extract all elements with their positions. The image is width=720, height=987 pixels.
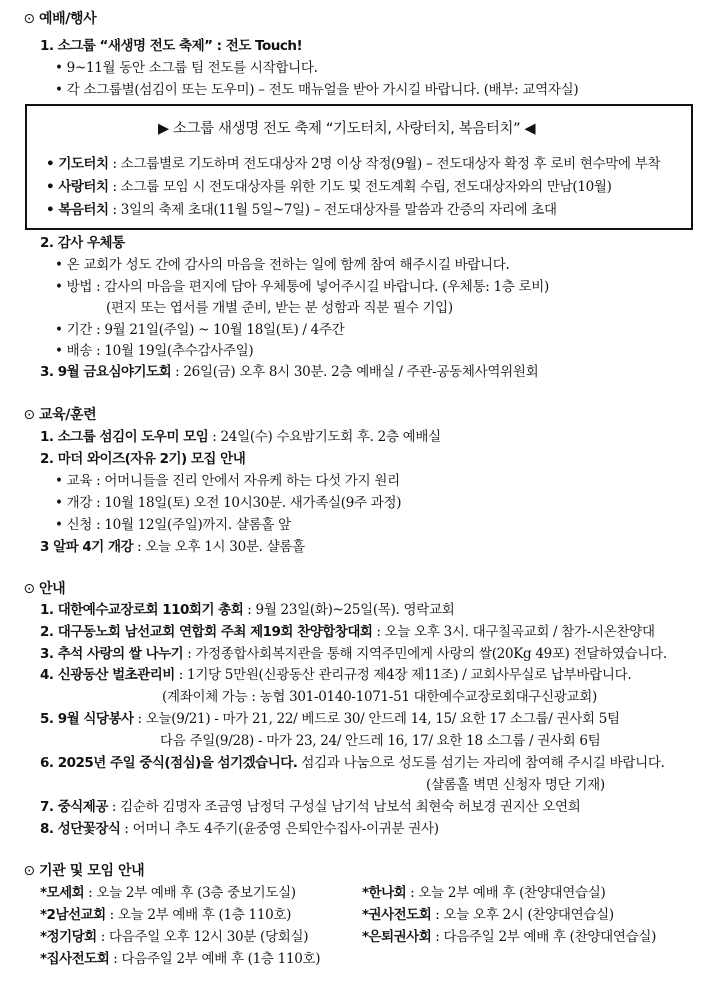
group-text: : 오늘 2부 예배 후 (찬양대연습실): [406, 885, 606, 901]
bullet-line: • 신청 : 10월 12일(주일)까지. 샬롬홀 앞: [55, 517, 291, 533]
item-text: : 24일(수) 수요밤기도회 후. 2층 예배실: [208, 429, 441, 445]
item-head: 3. 9월 금요심야기도회: [40, 364, 172, 380]
item-head: 6. 2025년 주일 중식(점심)을 섬기겠습니다.: [40, 755, 298, 771]
item-head: 3. 추석 사랑의 쌀 나누기: [40, 646, 184, 662]
festival-row-love: [46, 178, 612, 196]
item-text: : 김순하 김명자 조금영 남정덕 구성실 남기석 남보석 최현숙 허보경 권지산 오연희: [107, 799, 581, 815]
bullet-line: • 기간 : 9월 21일(주일) ~ 10월 18일(토) / 4주간: [55, 322, 345, 338]
item-rice-sharing: [40, 645, 667, 663]
group-head: *권사전도회: [362, 907, 432, 923]
row-head: • 복음터치: [46, 202, 109, 218]
group-head: *2남선교회: [40, 907, 106, 923]
item-head: 1. 대한예수교장로회 110회기 총회: [40, 602, 244, 618]
item-cemetery-fee: [40, 666, 631, 684]
group-head: *한나회: [362, 885, 407, 901]
item-general-assembly: [40, 601, 455, 619]
row-text: : 3일의 축제 초대(11월 5일~7일) – 전도대상자를 말씀과 간증의 자리에 초대: [108, 202, 557, 218]
item-evangelism-festival: 1. 소그룹 “새생명 전도 축제” : 전도 Touch!: [40, 38, 303, 54]
item-kitchen-service: [40, 710, 620, 728]
group-head: *은퇴권사회: [362, 929, 432, 945]
group-deacons: [40, 950, 320, 968]
section-title: 안내: [39, 581, 66, 597]
item-text: : 오늘 오후 3시. 대구칠곡교회 / 참가-시온찬양대: [372, 624, 655, 640]
group-retired-deaconess: [362, 928, 656, 946]
festival-row-gospel: [46, 201, 557, 219]
item-lunch-providers: [40, 798, 581, 816]
item-text: 섬김과 나눔으로 성도를 섬기는 자리에 참여해 주시길 바랍니다.: [297, 755, 665, 771]
section-title: 교육/훈련: [39, 407, 97, 423]
row-head: • 사랑터치: [46, 179, 109, 195]
group-head: *정기당회: [40, 929, 97, 945]
circle-dot-icon: ⊙: [23, 407, 35, 423]
group-text: : 오늘 오후 2시 (찬양대연습실): [431, 907, 614, 923]
item-text: : 26일(금) 오후 8시 30분. 2층 예배실 / 주관-공동체사역위원회: [171, 364, 539, 380]
bullet-line: • 교육 : 어머니들을 진리 안에서 자유케 하는 다섯 가지 원리: [55, 473, 400, 489]
bullet-line: • 배송 : 10월 19일(추수감사주일): [55, 343, 254, 359]
item-text: : 9월 23일(화)~25일(목). 영락교회: [243, 602, 455, 618]
item-text: : 어머니 추도 4주기(윤중영 은퇴안수집사-이귀분 권사): [120, 821, 439, 837]
section-worship-heading: [22, 10, 96, 28]
item-choir-contest: [40, 623, 655, 641]
bullet-line: • 방법 : 감사의 마음을 편지에 담아 우체통에 넣어주시길 바랍니다. (우체통: 1층 로비): [55, 279, 549, 295]
item-alpha-course: [40, 538, 305, 556]
section-title: 기관 및 모임 안내: [39, 863, 145, 879]
group-head: *집사전도회: [40, 951, 110, 967]
item-small-group-meeting: [40, 428, 441, 446]
item-head: 5. 9월 식당봉사: [40, 711, 134, 727]
item-head: 7. 중식제공: [40, 799, 108, 815]
circle-dot-icon: ⊙: [23, 863, 35, 879]
row-text: : 소그룹별로 기도하며 전도대상자 2명 이상 작정(9월) – 전도대상자 확정 후 로비 현수막에 부착: [108, 156, 661, 172]
item-altar-flowers: [40, 820, 439, 838]
bullet-line: • 개강 : 10월 18일(토) 오전 10시30분. 새가족실(9주 과정): [55, 495, 402, 511]
item-friday-prayer: [40, 363, 538, 381]
row-text: : 소그룹 모임 시 전도대상자를 위한 기도 및 전도계획 수립, 전도대상자와의 만남(10월): [108, 179, 612, 195]
item-mother-wise: 2. 마더 와이즈(자유 2기) 모집 안내: [40, 451, 246, 467]
group-head: *모세회: [40, 885, 85, 901]
section-notice-heading: [22, 580, 65, 598]
item-thanks-mailbox: 2. 감사 우체통: [40, 235, 125, 251]
item-text: : 1기당 5만원(신광동산 관리규정 제4장 제11조) / 교회사무실로 납부바랍니다.: [174, 667, 632, 683]
festival-row-prayer: [46, 155, 660, 173]
group-hannah: [362, 884, 606, 902]
bullet-line: • 9~11월 동안 소그룹 팀 전도를 시작합니다.: [55, 60, 318, 76]
item-head: 4. 신광동산 벌초관리비: [40, 667, 175, 683]
sunday-lunch-note: (샬롬홀 벽면 신청자 명단 기재): [426, 777, 605, 793]
group-2men: [40, 906, 291, 924]
section-groups-heading: [22, 862, 144, 880]
item-sunday-lunch: [40, 754, 665, 772]
item-head: 3 알파 4기 개강: [40, 539, 134, 555]
item-head: 1. 소그룹 섬김이 도우미 모임: [40, 429, 209, 445]
item-head: 2. 대구동노회 남선교회 연합회 주최 제19회 찬양합창대회: [40, 624, 373, 640]
row-head: • 기도터치: [46, 156, 109, 172]
section-title: 예배/행사: [39, 11, 97, 27]
group-text: : 오늘 2부 예배 후 (3층 중보기도실): [84, 885, 296, 901]
group-text: : 다음주일 오후 12시 30분 (당회실): [96, 929, 309, 945]
group-text: : 다음주일 2부 예배 후 (찬양대연습실): [431, 929, 657, 945]
group-text: : 오늘 2부 예배 후 (1층 110호): [105, 907, 292, 923]
group-deaconess: [362, 906, 614, 924]
group-text: : 다음주일 2부 예배 후 (1층 110호): [109, 951, 321, 967]
bullet-continuation: (편지 또는 엽서를 개별 준비, 받는 분 성함과 직분 필수 기입): [106, 300, 453, 316]
item-text: : 오늘 오후 1시 30분. 샬롬홀: [133, 539, 305, 555]
group-moses: [40, 884, 296, 902]
section-education-heading: [22, 406, 96, 424]
festival-box-title: ▶ 소그룹 새생명 전도 축제 “기도터치, 사랑터치, 복음터치” ◀: [158, 121, 536, 137]
item-text: : 오늘(9/21) - 마가 21, 22/ 베드로 30/ 안드레 14, 15/ 요한 17 소그룹/ 권사회 5팀: [133, 711, 620, 727]
circle-dot-icon: ⊙: [23, 11, 35, 27]
bullet-line: • 각 소그룹별(섬김이 또는 도우미) – 전도 매뉴얼을 받아 가시길 바랍니다. (배부: 교역자실): [55, 82, 579, 98]
item-head: 8. 성단꽃장식: [40, 821, 121, 837]
bullet-line: • 온 교회가 성도 간에 감사의 마음을 전하는 일에 함께 참여 해주시길 바랍니다.: [55, 257, 510, 273]
kitchen-service-next: 다음 주일(9/28) - 마가 23, 24/ 안드레 16, 17/ 요한 18 소그룹 / 권사회 6팀: [160, 733, 601, 749]
bank-account-line: (계좌이체 가능 : 농협 301-0140-1071-51 대한예수교장로회대구신광교회): [162, 689, 597, 705]
item-text: : 가정종합사회복지관을 통해 지역주민에게 사랑의 쌀(20Kg 49포) 전달하였습니다.: [183, 646, 667, 662]
circle-dot-icon: ⊙: [23, 581, 35, 597]
group-session: [40, 928, 308, 946]
